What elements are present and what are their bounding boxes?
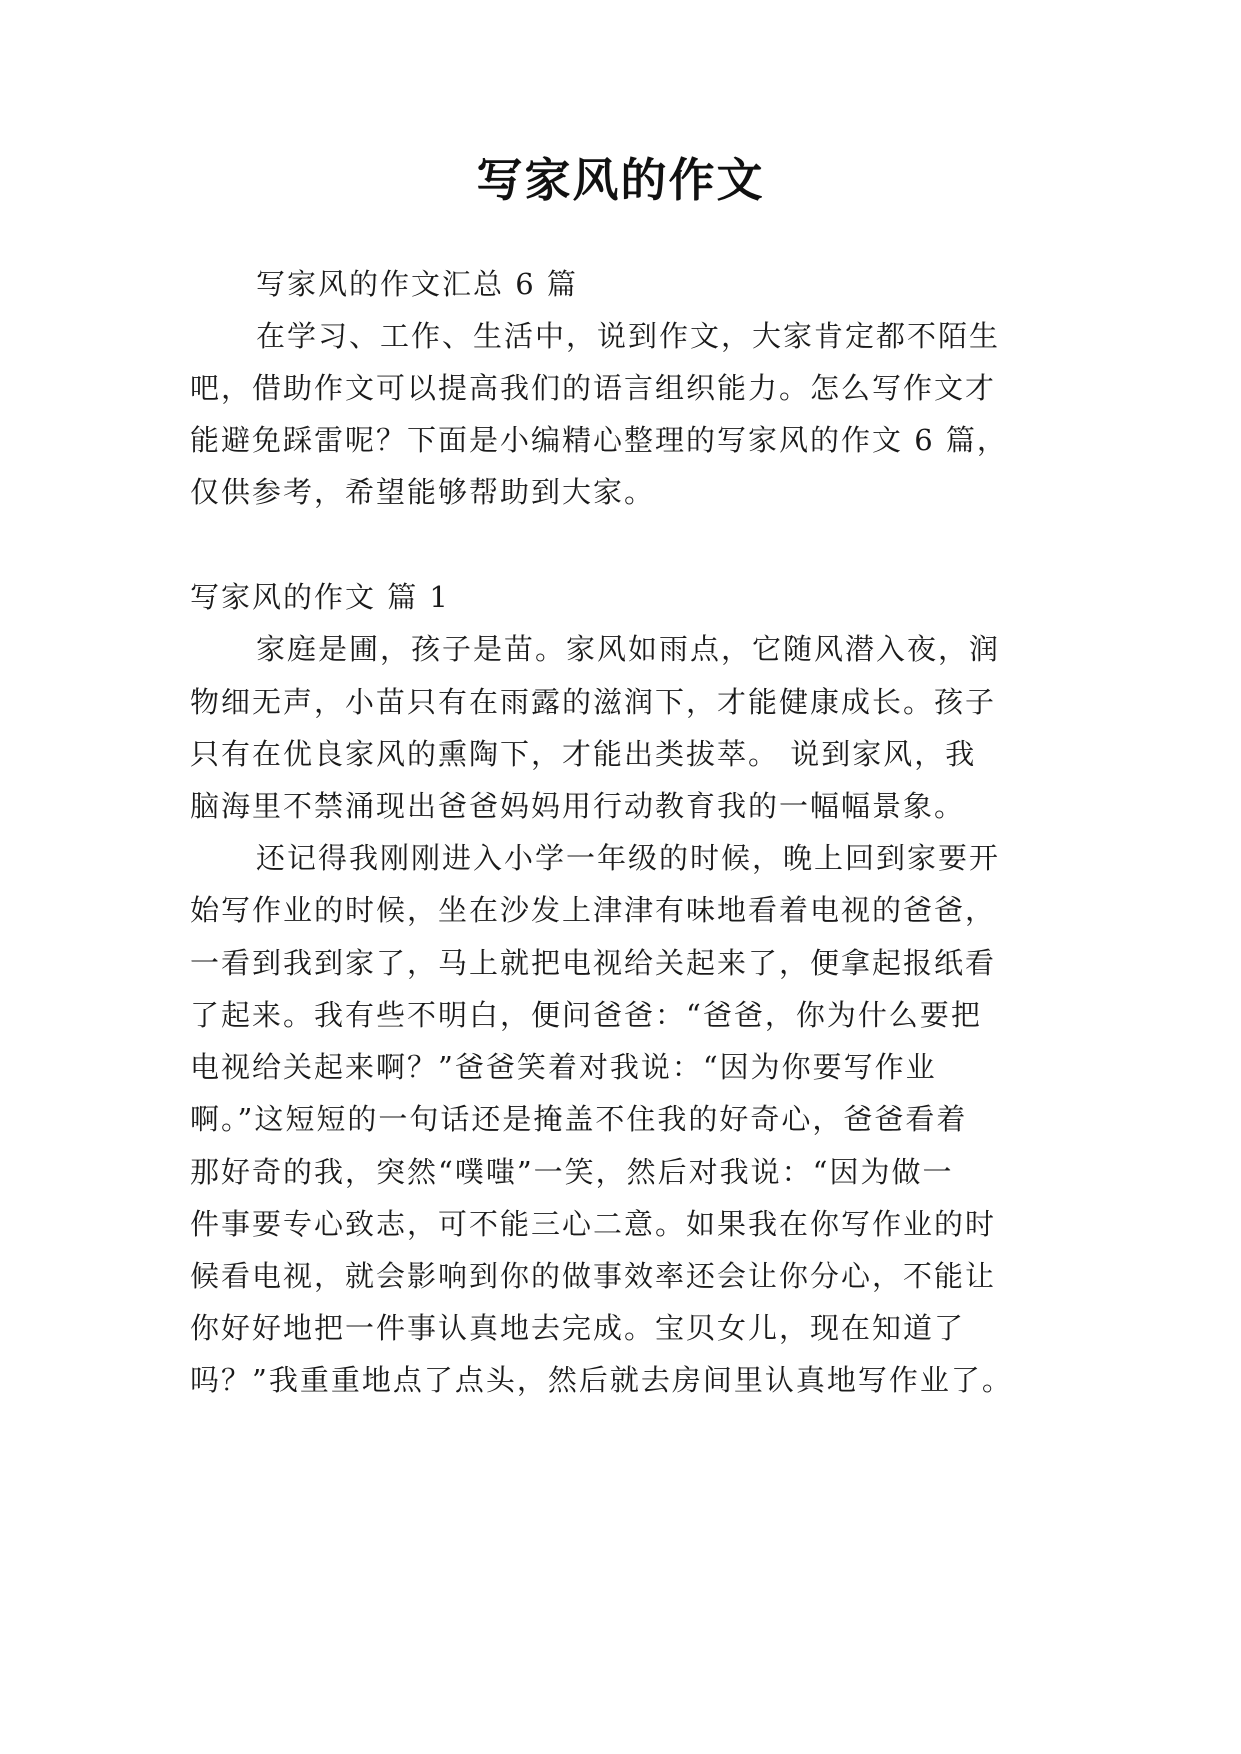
paragraph-2-line: 件事要专心致志，可不能三心二意。如果我在你写作业的时 bbox=[190, 1207, 997, 1241]
paragraph-2-line: 还记得我刚刚进入小学一年级的时候，晚上回到家要开 bbox=[256, 841, 1001, 875]
paragraph-2-line: 一看到我到家了，马上就把电视给关起来了，便拿起报纸看 bbox=[190, 946, 997, 980]
document-subtitle: 写家风的作文汇总 6 篇 bbox=[256, 267, 578, 301]
intro-line: 在学习、工作、生活中，说到作文，大家肯定都不陌生 bbox=[256, 319, 1001, 353]
paragraph-2-line: 始写作业的时候，坐在沙发上津津有味地看着电视的爸爸， bbox=[190, 893, 997, 927]
paragraph-1-line: 物细无声，小苗只有在雨露的滋润下，才能健康成长。孩子 bbox=[190, 685, 997, 719]
intro-line: 能避免踩雷呢？下面是小编精心整理的写家风的作文 6 篇， bbox=[190, 423, 1008, 457]
paragraph-1-line: 脑海里不禁涌现出爸爸妈妈用行动教育我的一幅幅景象。 bbox=[190, 789, 966, 823]
paragraph-1-line: 只有在优良家风的熏陶下，才能出类拔萃。 说到家风，我 bbox=[190, 737, 977, 771]
paragraph-2-line: 电视给关起来啊？”爸爸笑着对我说：“因为你要写作业 bbox=[190, 1050, 937, 1084]
intro-line: 仅供参考，希望能够帮助到大家。 bbox=[190, 475, 656, 509]
paragraph-2-line: 候看电视，就会影响到你的做事效率还会让你分心，不能让 bbox=[190, 1259, 997, 1293]
paragraph-1-line: 家庭是圃，孩子是苗。家风如雨点，它随风潜入夜，润 bbox=[256, 632, 1001, 666]
paragraph-2-line: 啊。”这短短的一句话还是掩盖不住我的好奇心，爸爸看着 bbox=[190, 1102, 968, 1136]
document-title: 写家风的作文 bbox=[476, 153, 765, 207]
paragraph-2-line: 你好好地把一件事认真地去完成。宝贝女儿，现在知道了 bbox=[190, 1311, 966, 1345]
section-heading: 写家风的作文 篇 1 bbox=[190, 580, 450, 614]
paragraph-2-line: 吗？”我重重地点了点头，然后就去房间里认真地写作业了。 bbox=[190, 1363, 1013, 1397]
intro-line: 吧，借助作文可以提高我们的语言组织能力。怎么写作文才 bbox=[190, 371, 997, 405]
paragraph-2-line: 了起来。我有些不明白，便问爸爸：“爸爸，你为什么要把 bbox=[190, 998, 982, 1032]
paragraph-2-line: 那好奇的我，突然“噗嗤”一笑，然后对我说：“因为做一 bbox=[190, 1155, 954, 1189]
